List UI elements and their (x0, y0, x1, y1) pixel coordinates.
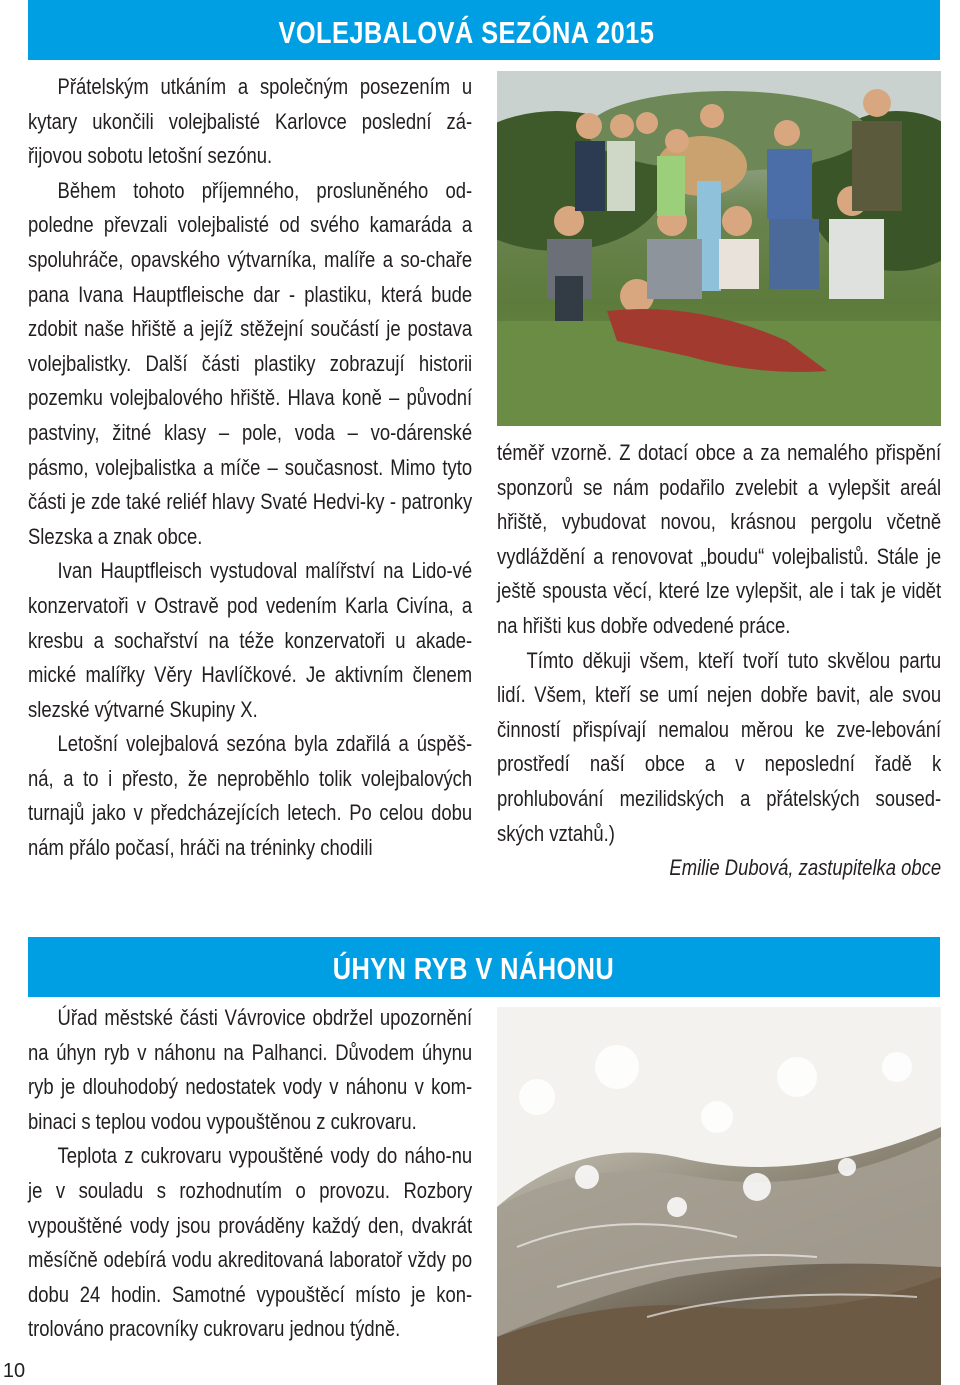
article-title: ÚHYN RYB V NÁHONU (332, 951, 614, 986)
page-number: 10 (2, 1360, 26, 1382)
author-signature: Emilie Dubová, zastupitelka obce (669, 855, 942, 881)
paragraph: Úřad městské části Vávrovice obdržel upozornění na úhyn ryb v náhonu na Palhanci. Důvodem úhynu ryb je dlouhodobý nedostatek vody v náhonu v kom-binaci s teplou vodou vypouštěnou z cukrovaru. (28, 1005, 473, 1134)
article-column-right (497, 436, 941, 886)
article-column-left-2 (28, 1001, 472, 1347)
water-outflow-photo (497, 1007, 941, 1385)
paragraph: Teplota z cukrovaru vypouštěné vody do náho-nu je v souladu s rozhodnutím o provozu. Rozbory vypouštěné vody jsou prováděny každý den, dvakrát měsíčně odebírá vodu akreditovaná laboratoř vždy po dobu 24 hodin. Samotné vypouštěcí místo je kon-trolováno pracovníky cukrovaru jednou týdně. (28, 1143, 473, 1342)
team-photo-illustration (497, 71, 941, 426)
team-group-photo (497, 71, 941, 426)
paragraph: Během tohoto příjemného, prosluněného od-poledne převzali volejbalisté od svého kamaráda a spoluhráče, opavského výtvarníka, malíře a so-chaře pana Ivana Hauptfleische dar - plastiku, která bude zdobit naše hřiště a jejíž stěžejní součástí je postava volejbalistky. Další části plastiky zobrazují historii pozemku volejbalového hřiště. Hlava koně – původní pastviny, žitné klasy – pole, voda – vo-dárenské pásmo, volejbalistka a míče – současnost. Mimo tyto části je zde také reliéf hlavy Svaté Hedvi-ky - patronky Slezska a znak obce. (28, 177, 473, 549)
paragraph: téměř vzorně. Z dotací obce a za nemalého přispění sponzorů se nám podařilo zvelebit a vylepšit areál hřiště, vybudovat novou, krásnou pergolu včetně vydláždění a renovovat „boudu“ volejbalistů. Stále je ještě spousta věcí, které lze vylepšit, ale i tak je vidět na hřišti kus dobře odvedené práce. (497, 440, 942, 638)
paragraph: Letošní volejbalová sezóna byla zdařilá a úspěš-ná, a to i přesto, že neproběhlo tolik volejbalových turnajů jako v předcházejících letech. Po celou dobu nám přálo počasí, hráči na tréninky chodili (28, 731, 473, 861)
paragraph: Tímto děkuji všem, kteří tvoří tuto skvělou partu lidí. Všem, kteří se umí nejen dobře bavit, ale svou činností přispívají nemalou měrou ke zve-lebování prostředí naší obce a v neposlední řadě k prohlubování mezilidských a přátelských soused-ských vztahů.) (497, 647, 942, 846)
article-title: VOLEJBALOVÁ SEZÓNA 2015 (278, 15, 654, 50)
paragraph: Ivan Hauptfleisch vystudoval malířství na Lido-vé konzervatoři v Ostravě pod vedením Karla Civína, a kresbu a sochařství na téže konzervatoři u akade-mické malířky Věry Havlíčkové. Je aktivním členem slezské výtvarné Skupiny X. (28, 558, 473, 722)
paragraph: Přátelským utkáním a společným posezením u kytary ukončili volejbalisté Karlovce poslední zá-řijovou sobotu letošní sezónu. (28, 74, 473, 169)
water-photo-illustration (497, 1007, 941, 1385)
section-banner-volleyball (28, 0, 940, 60)
section-banner-fish (28, 937, 940, 997)
article-column-left (28, 70, 472, 866)
